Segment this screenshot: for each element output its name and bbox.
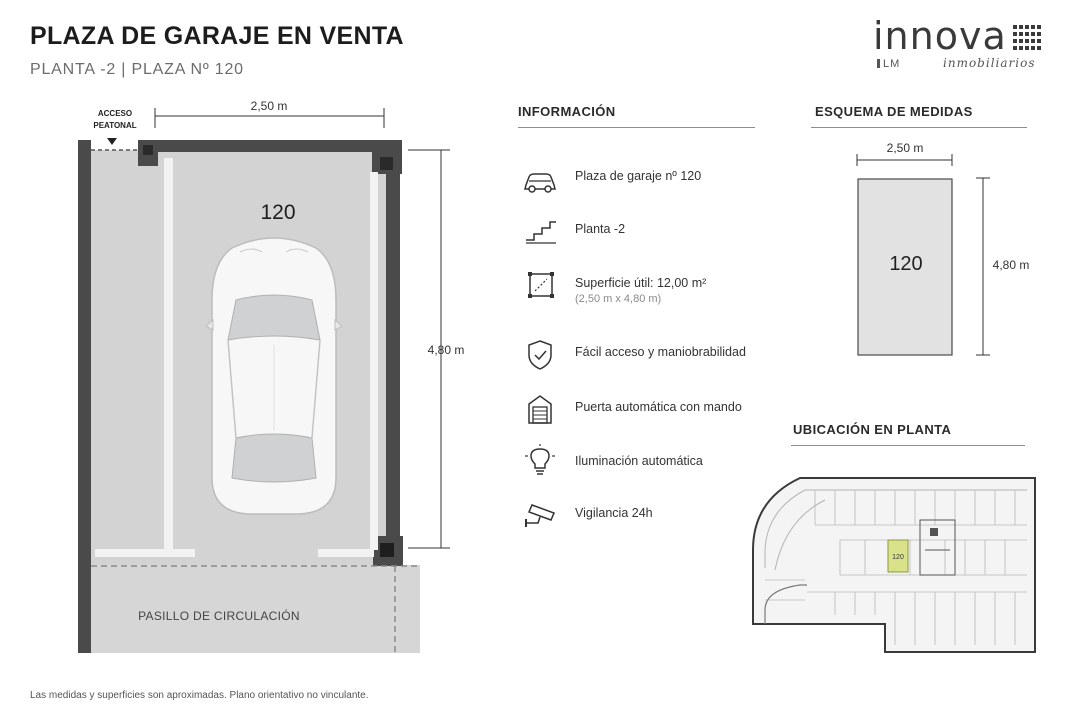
info-item-text: Vigilancia 24h <box>575 506 653 520</box>
security-camera-icon <box>520 497 560 533</box>
pillar-core <box>380 543 394 557</box>
access-label: ACCESO <box>97 109 133 118</box>
info-item-text: Plaza de garaje nº 120 <box>575 169 702 183</box>
access-arrow-icon <box>107 138 117 145</box>
info-item-text: Fácil acceso y maniobrabilidad <box>575 345 746 359</box>
left-wall <box>78 140 91 653</box>
stairs-icon <box>520 214 560 250</box>
parking-line-right <box>370 172 378 550</box>
schema-length-label: 4,80 m <box>992 258 1030 272</box>
top-wall <box>138 140 402 152</box>
schema-divider <box>811 127 1027 128</box>
info-item <box>520 214 780 254</box>
info-item-text: Iluminación automática <box>575 454 703 468</box>
schema-spot-number: 120 <box>889 253 923 275</box>
page-title: PLAZA DE GARAJE EN VENTA <box>30 22 404 50</box>
car-icon <box>520 163 560 199</box>
pillar-core <box>143 145 153 155</box>
info-item <box>520 337 780 377</box>
car-icon <box>206 238 342 514</box>
location-title: UBICACIÓN EN PLANTA <box>793 422 952 437</box>
logo-wordmark: innova <box>873 14 1007 58</box>
measurement-schema <box>840 140 1040 370</box>
info-item-text: Superficie útil: 12,00 m² <box>575 276 707 290</box>
footnote: Las medidas y superficies son aproximadas. Plano orientativo no vinculante. <box>30 690 369 701</box>
logo-lm-bar <box>877 59 880 68</box>
pillar-core <box>380 157 393 170</box>
right-wall <box>386 170 400 540</box>
corridor-label: PASILLO DE CIRCULACIÓN <box>138 609 300 623</box>
parking-line-bottom-right <box>318 549 374 557</box>
info-item <box>520 163 780 203</box>
info-item-subtext: (2,50 m x 4,80 m) <box>575 293 662 305</box>
lightbulb-icon <box>520 444 560 480</box>
info-item <box>520 392 780 432</box>
info-item <box>520 444 780 484</box>
parking-line-bottom-left <box>95 549 195 557</box>
info-divider <box>518 127 755 128</box>
dot-grid-icon <box>1013 25 1041 51</box>
shield-check-icon <box>520 337 560 373</box>
parking-line-left <box>164 158 173 550</box>
location-divider <box>791 445 1025 446</box>
info-item <box>520 268 780 308</box>
length-label: 4,80 m <box>427 343 465 357</box>
spot-number: 120 <box>260 201 296 224</box>
info-item-text: Planta -2 <box>575 222 626 236</box>
info-title: INFORMACIÓN <box>518 104 616 119</box>
logo-lm-text: LM <box>883 58 901 70</box>
parking-plan <box>0 0 490 690</box>
logo-tagline: inmobiliarios <box>943 56 1036 70</box>
page-subtitle: PLANTA -2 | PLAZA Nº 120 <box>30 61 244 78</box>
info-item-text: Puerta automática con mando <box>575 400 742 414</box>
highlighted-spot-label: 120 <box>892 554 904 561</box>
area-icon <box>520 268 560 304</box>
logo-lm <box>877 58 900 70</box>
width-label: 2,50 m <box>250 99 288 113</box>
garage-door-icon <box>520 392 560 428</box>
info-item <box>520 497 780 537</box>
schema-width-label: 2,50 m <box>886 141 924 155</box>
access-label: PEATONAL <box>93 121 137 130</box>
floor-map <box>745 470 1045 670</box>
schema-title: ESQUEMA DE MEDIDAS <box>815 104 973 119</box>
pillar <box>930 528 938 536</box>
